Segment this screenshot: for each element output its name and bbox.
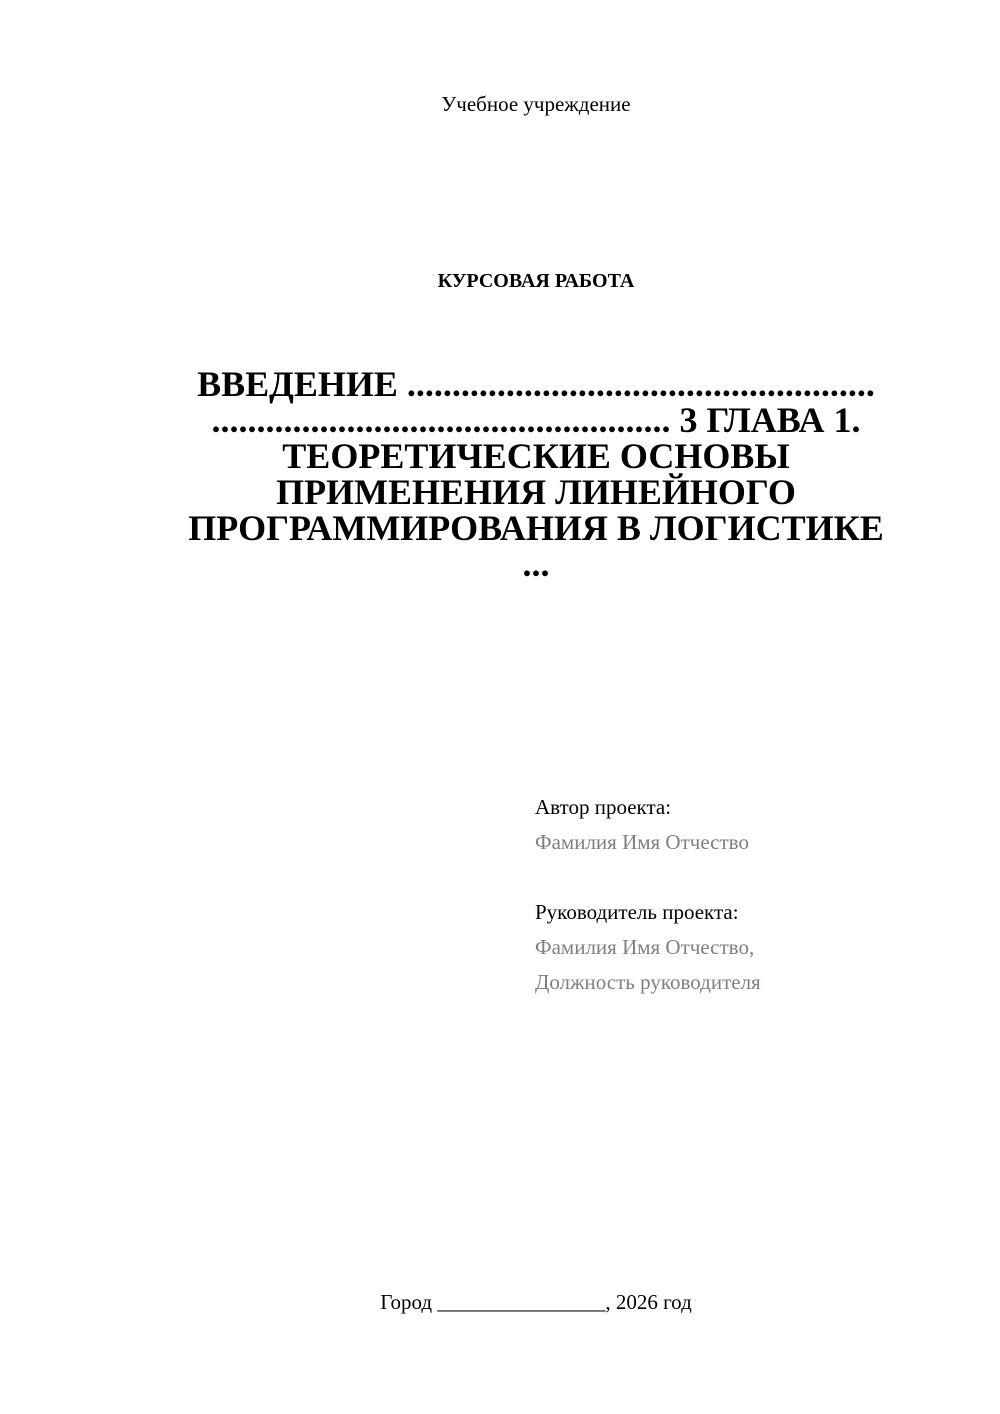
- supervisor-name: Фамилия Имя Отчество,: [535, 935, 755, 959]
- author-label: Автор проекта:: [535, 795, 672, 819]
- city-year: Город ________________, 2026 год: [380, 1290, 692, 1314]
- title-line: ................................................... 3 ГЛАВА 1.: [211, 400, 861, 440]
- supervisor-position: Должность руководителя: [535, 970, 761, 994]
- title-line: ТЕОРЕТИЧЕСКИЕ ОСНОВЫ: [282, 436, 790, 476]
- title-line: ПРИМЕНЕНИЯ ЛИНЕЙНОГО: [276, 472, 796, 512]
- institution-name: Учебное учреждение: [441, 92, 631, 116]
- document-type: КУРСОВАЯ РАБОТА: [437, 270, 635, 292]
- supervisor-label: Руководитель проекта:: [535, 900, 739, 924]
- authors-block: [535, 790, 761, 1000]
- title-line: ...: [522, 544, 550, 584]
- title-line: ПРОГРАММИРОВАНИЯ В ЛОГИСТИКЕ: [188, 508, 884, 548]
- author-name: Фамилия Имя Отчество: [535, 830, 749, 854]
- spacer: [535, 860, 761, 895]
- document-title: [150, 366, 922, 582]
- title-line: ВВЕДЕНИЕ ....................................................: [197, 364, 875, 404]
